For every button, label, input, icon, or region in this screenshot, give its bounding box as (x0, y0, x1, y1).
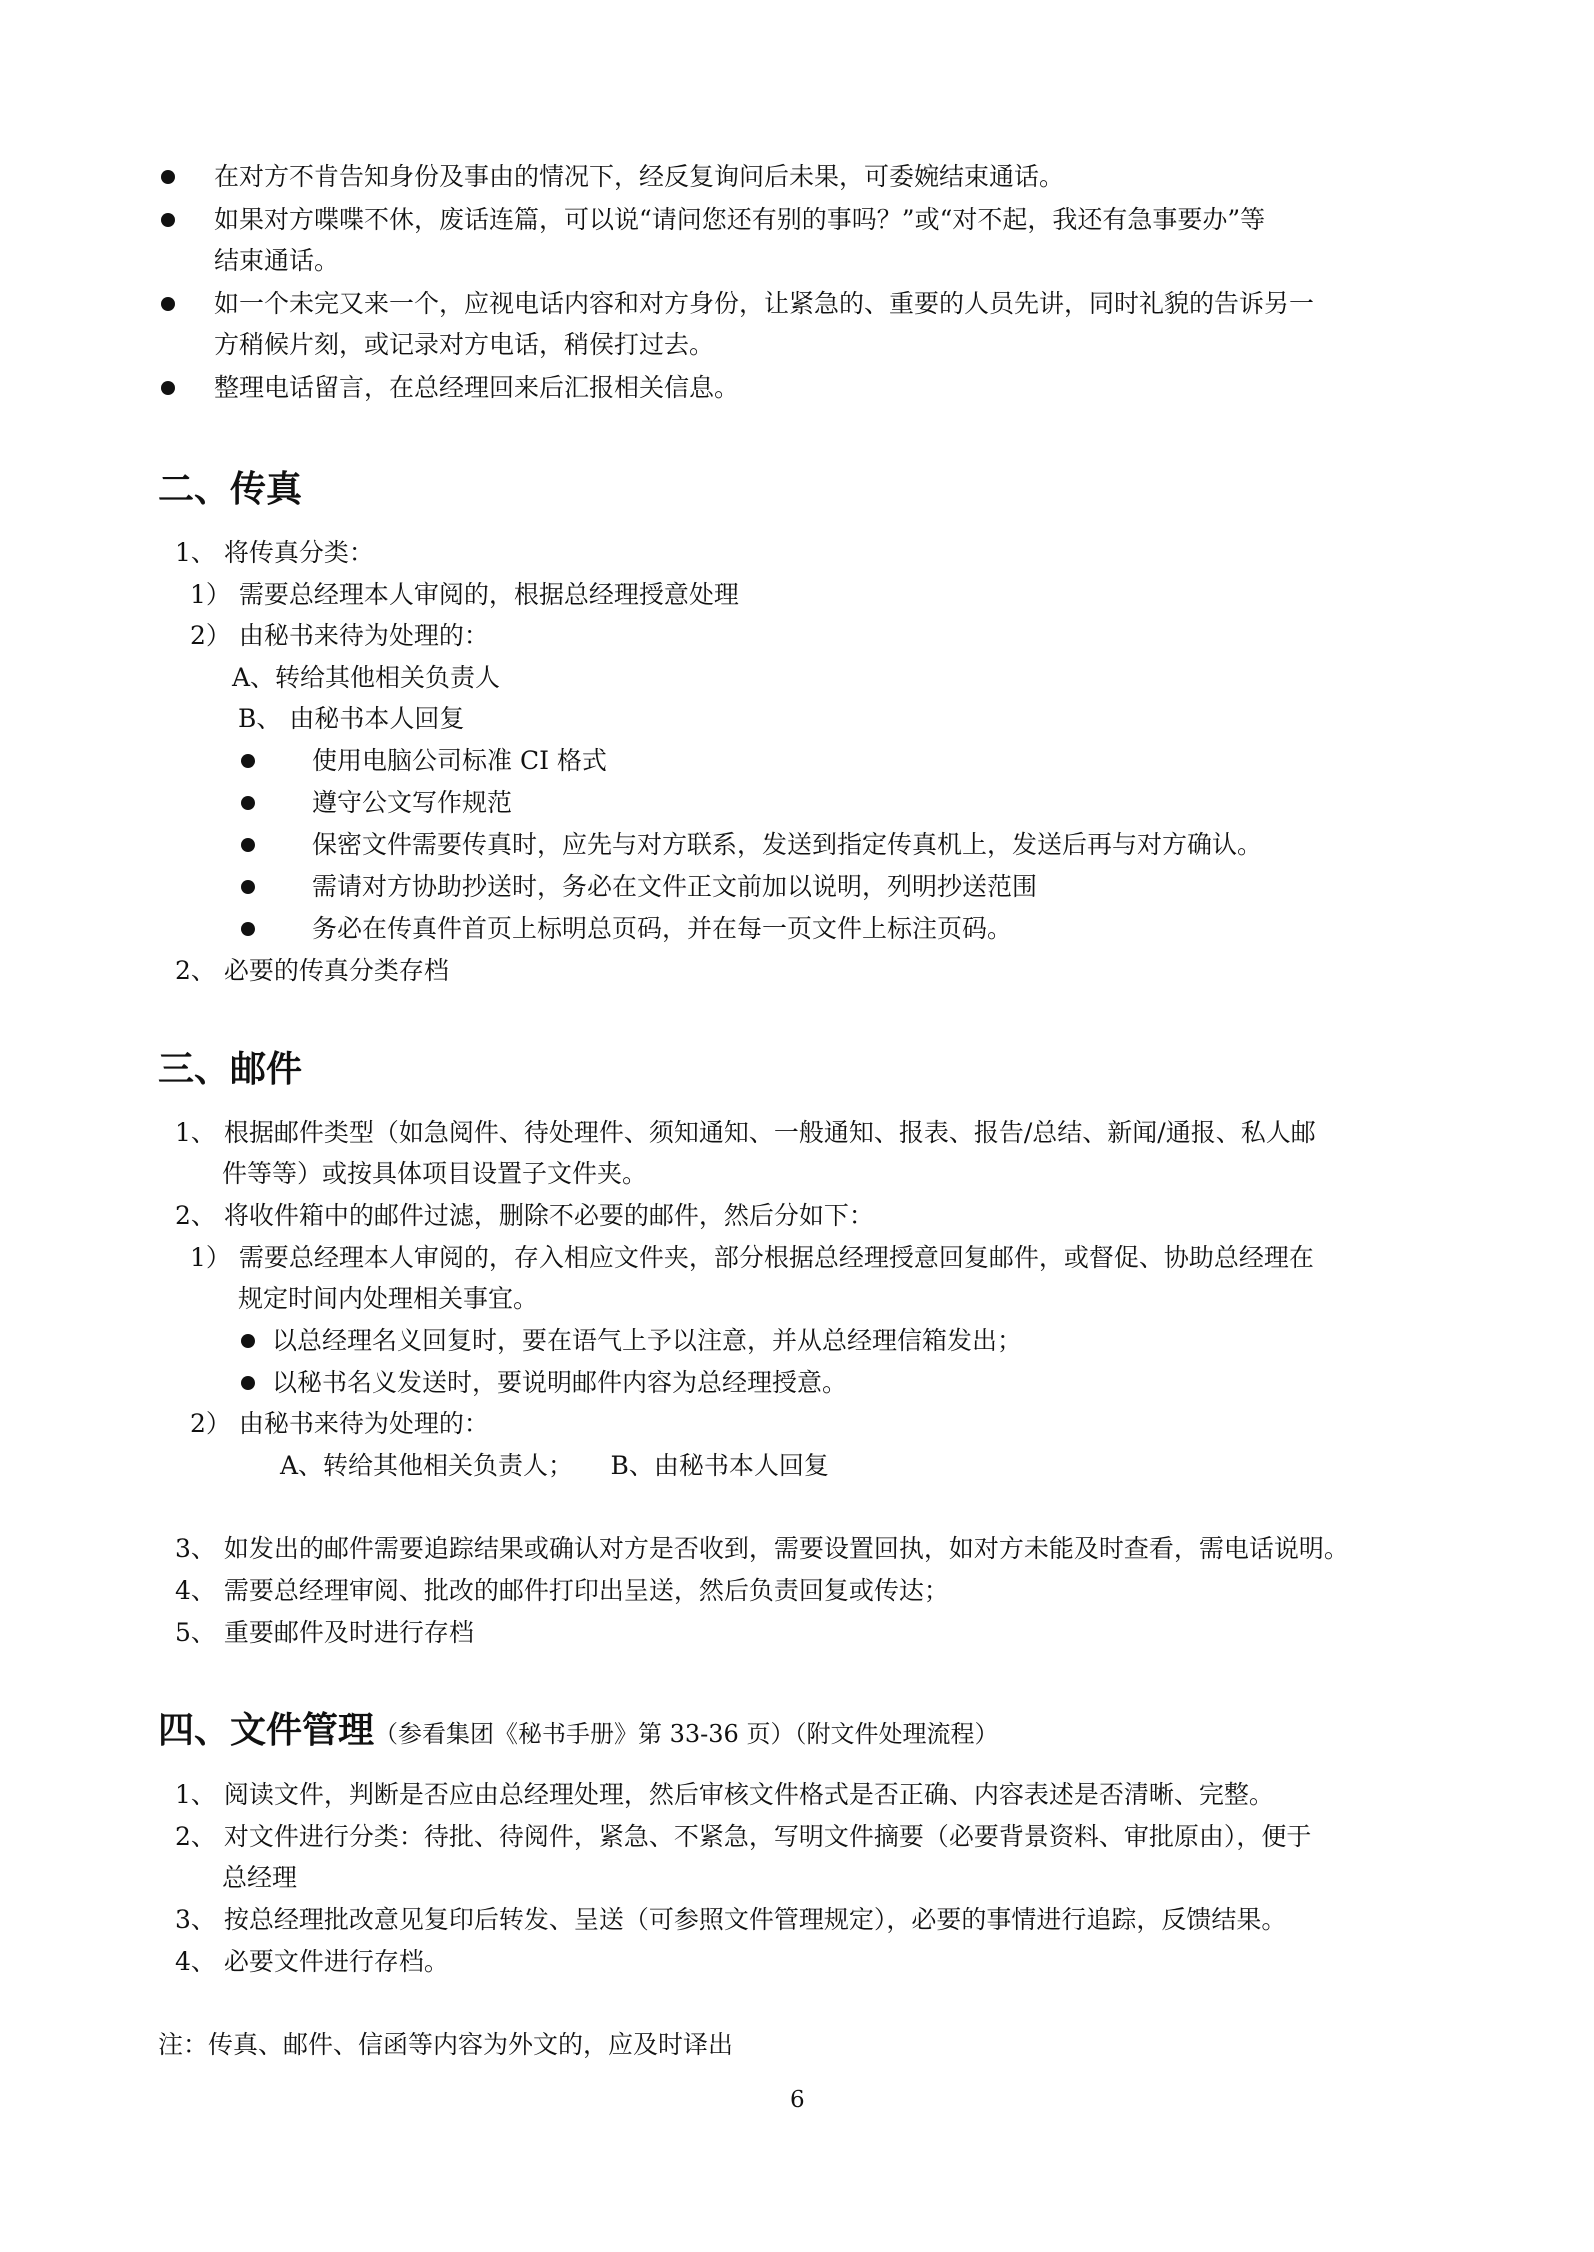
fax-item-1: 1、 将传真分类： (175, 538, 374, 567)
bullet-icon (161, 297, 175, 311)
footnote: 注：传真、邮件、信函等内容为外文的，应及时译出 (158, 2030, 734, 2059)
bullet-icon (161, 170, 175, 184)
fax-bullet-item: 务必在传真件首页上标明总页码，并在每一页文件上标注页码。 (312, 914, 1013, 943)
list-item: 在对方不肯告知身份及事由的情况下，经反复询问后未果，可委婉结束通话。 (214, 162, 1065, 191)
files-heading-title: 四、文件管理 (158, 1710, 375, 1751)
list-item-continued: 方稍候片刻，或记录对方电话，稍侯打过去。 (214, 330, 715, 359)
bullet-icon (241, 838, 255, 852)
section-heading-fax: 二、传真 (158, 469, 303, 510)
files-item-2: 2、 对文件进行分类：待批、待阅件，紧急、不紧急，写明文件摘要（必要背景资料、审批原由），便于 (175, 1822, 1312, 1851)
fax-item-2: 2、 必要的传真分类存档 (175, 956, 449, 985)
mail-sub-1: 1） 需要总经理本人审阅的，存入相应文件夹，部分根据总经理授意回复邮件，或督促、协助总经理在 (190, 1243, 1314, 1272)
fax-option-a: A、转给其他相关负责人 (232, 663, 501, 692)
fax-bullet-item: 需请对方协助抄送时，务必在文件正文前加以说明，列明抄送范围 (312, 872, 1038, 901)
fax-sub-2: 2） 由秘书来待为处理的： (190, 621, 489, 650)
mail-item-1-continued: 件等等）或按具体项目设置子文件夹。 (222, 1159, 648, 1188)
list-item: 如果对方喋喋不休，废话连篇，可以说“请问您还有别的事吗？”或“对不起，我还有急事要办”等 (214, 205, 1266, 234)
files-item-2-continued: 总经理 (222, 1863, 298, 1892)
mail-item-2: 2、 将收件箱中的邮件过滤，删除不必要的邮件，然后分如下： (175, 1201, 874, 1230)
mail-bullet-item: 以秘书名义发送时，要说明邮件内容为总经理授意。 (272, 1368, 848, 1397)
fax-sub-1: 1） 需要总经理本人审阅的，根据总经理授意处理 (190, 580, 739, 609)
mail-item-4: 4、 需要总经理审阅、批改的邮件打印出呈送，然后负责回复或传达； (175, 1576, 949, 1605)
files-item-4: 4、 必要文件进行存档。 (175, 1947, 449, 1976)
files-item-3: 3、 按总经理批改意见复印后转发、呈送（可参照文件管理规定），必要的事情进行追踪，反馈结果。 (175, 1905, 1287, 1934)
bullet-icon (241, 796, 255, 810)
bullet-icon (161, 213, 175, 227)
list-item-continued: 结束通话。 (214, 246, 340, 275)
list-item: 整理电话留言，在总经理回来后汇报相关信息。 (214, 373, 740, 402)
mail-bullet-item: 以总经理名义回复时，要在语气上予以注意，并从总经理信箱发出； (272, 1326, 1023, 1355)
list-item: 如一个未完又来一个，应视电话内容和对方身份，让紧急的、重要的人员先讲，同时礼貌的告诉另一 (214, 289, 1315, 318)
files-item-1: 1、 阅读文件，判断是否应由总经理处理，然后审核文件格式是否正确、内容表述是否清晰、完整。 (175, 1780, 1274, 1809)
mail-item-3: 3、 如发出的邮件需要追踪结果或确认对方是否收到，需要设置回执，如对方未能及时查看，需电话说明。 (175, 1534, 1349, 1563)
bullet-icon (241, 754, 255, 768)
page-number: 6 (790, 2087, 805, 2113)
bullet-icon (161, 381, 175, 395)
bullet-icon (241, 880, 255, 894)
fax-option-b: B、 由秘书本人回复 (238, 704, 465, 733)
mail-sub-2: 2） 由秘书来待为处理的： (190, 1409, 489, 1438)
mail-item-5: 5、 重要邮件及时进行存档 (175, 1618, 474, 1647)
bullet-icon (241, 922, 255, 936)
mail-sub-2-options: A、转给其他相关负责人； B、由秘书本人回复 (280, 1451, 829, 1480)
mail-item-1: 1、 根据邮件类型（如急阅件、待处理件、须知通知、一般通知、报表、报告/总结、新闻/通报、私人邮 (175, 1118, 1316, 1147)
fax-bullet-item: 遵守公文写作规范 (312, 788, 513, 817)
mail-sub-1-continued: 规定时间内处理相关事宜。 (238, 1284, 539, 1313)
fax-bullet-item: 使用电脑公司标准 CI 格式 (312, 746, 607, 775)
fax-bullet-item: 保密文件需要传真时，应先与对方联系，发送到指定传真机上，发送后再与对方确认。 (312, 830, 1263, 859)
section-heading-mail: 三、邮件 (158, 1049, 303, 1090)
section-heading-files (158, 1707, 998, 1758)
bullet-icon (241, 1376, 255, 1390)
bullet-icon (241, 1334, 255, 1348)
files-heading-note: （参看集团《秘书手册》第 33-36 页）（附文件处理流程） (374, 1720, 999, 1748)
